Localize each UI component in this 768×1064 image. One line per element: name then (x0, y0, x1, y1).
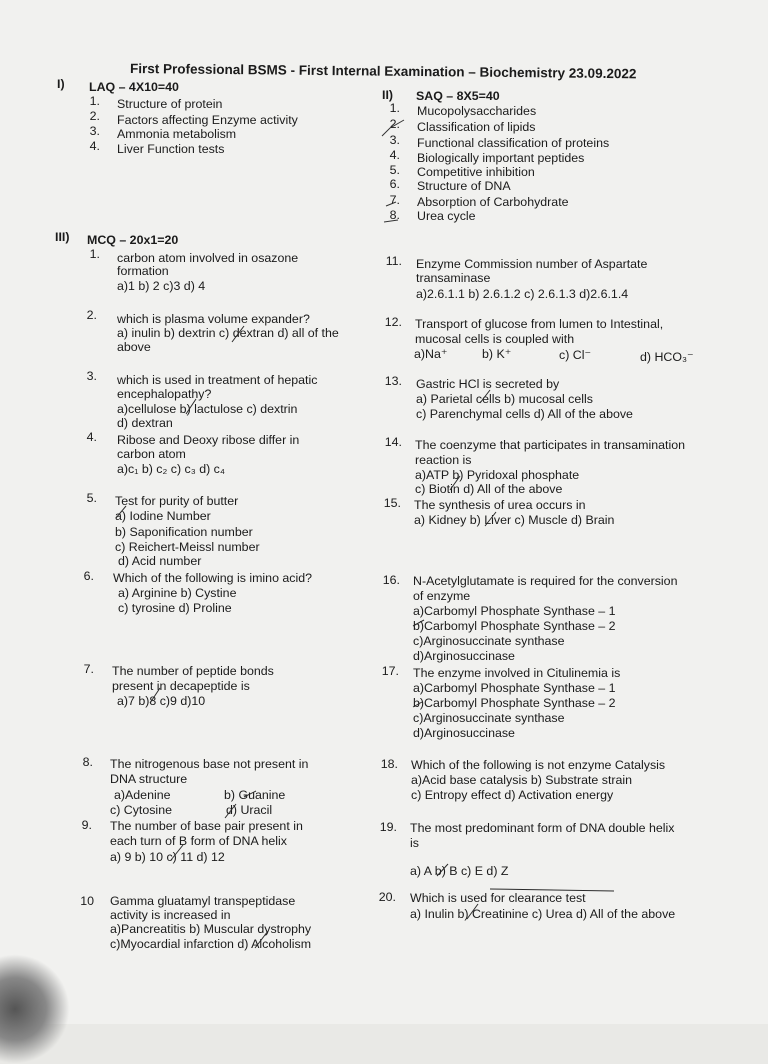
mcq-7-number: 7. (83, 662, 94, 676)
mcq-14-line-1: The coenzyme that participates in transamination (415, 438, 685, 452)
mcq-5-option-d: d) Acid number (118, 554, 202, 568)
mcq-8-number: 8. (82, 755, 93, 769)
mcq-9-line-2: each turn of B form of DNA helix (110, 834, 287, 848)
mcq-18-line-2: a)Acid base catalysis b) Substrate strain (411, 773, 633, 787)
mcq-10-line-1: Gamma gluatamyl transpeptidase (110, 894, 296, 908)
mcq-4-line-2: carbon atom (117, 447, 186, 461)
mcq-11-line-2: transaminase (416, 271, 491, 285)
mcq-15-number: 15. (383, 496, 401, 510)
mcq-4-options: a)c₁ b) c₂ c) c₃ d) c₄ (117, 462, 225, 476)
saq-1-text: Mucopolysaccharides (417, 104, 537, 118)
mcq-11-options: a)2.6.1.1 b) 2.6.1.2 c) 2.6.1.3 d)2.6.1.4 (416, 287, 629, 301)
laq-1-text: Structure of protein (117, 97, 223, 111)
mcq-6-number: 6. (83, 569, 94, 583)
laq-3-number: 3. (89, 124, 100, 138)
mcq-5-option-a: a) Iodine Number (115, 509, 211, 523)
mcq-17-option-b: b)Carbomyl Phosphate Synthase – 2 (413, 696, 616, 710)
mcq-16-option-d: d)Arginosuccinase (413, 649, 515, 663)
mcq-1-number: 1. (89, 247, 100, 261)
mcq-2-line-3: above (117, 340, 151, 354)
section-3-title: MCQ – 20x1=20 (87, 233, 179, 247)
saq-5-number: 5. (389, 163, 400, 177)
mcq-10-line-4: c)Myocardial infarction d) Alcoholism (110, 937, 312, 951)
mcq-20-line-1: Which is used for clearance test (410, 891, 586, 905)
section-1-title: LAQ – 4X10=40 (89, 80, 179, 94)
mcq-12-number: 12. (384, 315, 402, 329)
mcq-12-line-1: Transport of glucose from lumen to Intestinal, (415, 317, 664, 331)
mcq-14-line-2: reaction is (415, 453, 472, 467)
mcq-15-line-1: The synthesis of urea occurs in (414, 498, 586, 512)
mcq-3-line-3: a)cellulose b) lactulose c) dextrin (117, 402, 298, 416)
mcq-11-line-1: Enzyme Commission number of Aspartate (416, 257, 648, 271)
laq-3-text: Ammonia metabolism (117, 127, 237, 141)
mcq-13-line-2: a) Parietal cells b) mucosal cells (416, 392, 593, 406)
section-2-title: SAQ – 8X5=40 (416, 89, 500, 103)
mcq-16-option-c: c)Arginosuccinate synthase (413, 634, 565, 648)
section-2-roman: II) (382, 88, 394, 102)
mcq-5-number: 5. (86, 491, 97, 505)
mcq-1-line-1: carbon atom involved in osazone (117, 251, 299, 265)
mcq-18-number: 18. (380, 757, 398, 771)
mcq-8-option-d: d) Uracil (226, 803, 273, 817)
mcq-10-line-2: activity is increased in (110, 908, 231, 922)
mcq-9-line-1: The number of base pair present in (110, 819, 303, 833)
section-1-roman: I) (57, 77, 65, 91)
mcq-7-options: a)7 b)8 c)9 d)10 (117, 694, 206, 708)
mcq-9-options: a) 9 b) 10 c) 11 d) 12 (110, 850, 225, 864)
laq-4-text: Liver Function tests (117, 142, 225, 156)
saq-8-text: Urea cycle (417, 209, 476, 223)
mcq-17-option-c: c)Arginosuccinate synthase (413, 711, 565, 725)
mcq-6-line-2: a) Arginine b) Cystine (118, 586, 237, 600)
mcq-8-option-b: b) Guanine (224, 788, 286, 802)
mcq-2-line-2: a) inulin b) dextrin c) dextran d) all of the (117, 326, 339, 340)
mcq-7-line-2: present in decapeptide is (112, 679, 250, 693)
mcq-20-number: 20. (378, 890, 396, 904)
saq-5-text: Competitive inhibition (417, 165, 535, 179)
saq-4-text: Biologically important peptides (417, 151, 585, 165)
mcq-13-number: 13. (384, 374, 402, 388)
mcq-9-number: 9. (81, 818, 92, 832)
mcq-1-line-2: formation (117, 264, 169, 278)
mcq-8-line-2: DNA structure (110, 772, 188, 786)
saq-1-number: 1. (389, 101, 400, 115)
mcq-17-line-1: The enzyme involved in Citulinemia is (413, 666, 621, 680)
mcq-15-options: a) Kidney b) Liver c) Muscle d) Brain (414, 513, 615, 527)
mcq-17-number: 17. (381, 664, 399, 678)
saq-7-text: Absorption of Carbohydrate (417, 195, 569, 209)
mcq-10-line-3: a)Pancreatitis b) Muscular dystrophy (110, 922, 312, 936)
mcq-19-line-2: is (410, 836, 419, 850)
mcq-12-line-2: mucosal cells is coupled with (415, 332, 575, 346)
mcq-17-option-a: a)Carbomyl Phosphate Synthase – 1 (413, 681, 616, 695)
mcq-16-line-1: N-Acetylglutamate is required for the conversion (413, 574, 678, 588)
mcq-8-line-1: The nitrogenous base not present in (110, 757, 309, 771)
mcq-4-number: 4. (86, 430, 97, 444)
saq-8-number: 8. (389, 208, 400, 222)
saq-3-number: 3. (389, 133, 400, 147)
mcq-16-line-2: of enzyme (413, 589, 471, 603)
saq-4-number: 4. (389, 148, 400, 162)
mcq-18-line-1: Which of the following is not enzyme Catalysis (411, 758, 666, 772)
saq-2-text: Classification of lipids (417, 120, 536, 134)
mcq-16-option-b: b)Carbomyl Phosphate Synthase – 2 (413, 619, 616, 633)
mcq-11-number: 11. (385, 254, 402, 268)
mcq-14-line-4: c) Biotin d) All of the above (415, 482, 563, 496)
mcq-5-option-b: b) Saponification number (115, 525, 253, 539)
mcq-8-option-a: a)Adenine (114, 788, 171, 802)
mcq-10-number: 10 (80, 894, 94, 908)
saq-2-number: 2. (389, 117, 400, 131)
mcq-5-option-c: c) Reichert-Meissl number (115, 540, 260, 554)
mcq-12-option-a: a)Na⁺ (414, 347, 448, 361)
mcq-12-option-d: d) HCO₃⁻ (640, 350, 694, 364)
mcq-7-line-1: The number of peptide bonds (112, 664, 274, 678)
mcq-13-line-3: c) Parenchymal cells d) All of the above (416, 407, 633, 421)
saq-6-text: Structure of DNA (417, 179, 511, 193)
mcq-3-line-4: d) dextran (117, 416, 173, 430)
mcq-6-line-3: c) tyrosine d) Proline (118, 601, 232, 615)
laq-4-number: 4. (89, 139, 100, 153)
mcq-18-line-3: c) Entropy effect d) Activation energy (411, 788, 614, 802)
mcq-14-line-3: a)ATP b) Pyridoxal phosphate (415, 468, 580, 482)
mcq-19-number: 19. (379, 820, 397, 834)
mcq-16-option-a: a)Carbomyl Phosphate Synthase – 1 (413, 604, 616, 618)
mcq-12-option-b: b) K⁺ (482, 347, 512, 361)
mcq-12-option-c: c) Cl⁻ (559, 348, 592, 362)
mcq-5-line-1: Test for purity of butter (115, 494, 239, 508)
mcq-3-number: 3. (86, 369, 97, 383)
mcq-14-number: 14. (384, 435, 402, 449)
mcq-2-number: 2. (86, 308, 97, 322)
laq-2-number: 2. (89, 109, 100, 123)
laq-2-text: Factors affecting Enzyme activity (117, 113, 298, 127)
mcq-2-line-1: which is plasma volume expander? (117, 312, 310, 326)
mcq-3-line-1: which is used in treatment of hepatic (117, 373, 318, 387)
mcq-17-option-d: d)Arginosuccinase (413, 726, 515, 740)
exam-title: First Professional BSMS - First Internal Examination – Biochemistry 23.09.2022 (129, 61, 637, 82)
saq-6-number: 6. (389, 177, 400, 191)
mcq-16-number: 16. (382, 573, 400, 587)
section-3-roman: III) (55, 230, 70, 244)
saq-7-number: 7. (389, 193, 400, 207)
mcq-6-line-1: Which of the following is imino acid? (113, 571, 313, 585)
saq-3-text: Functional classification of proteins (417, 136, 610, 150)
mcq-20-options: a) Inulin b) Creatinine c) Urea d) All of the above (410, 907, 676, 921)
mcq-3-line-2: encephalopathy? (117, 387, 212, 401)
mcq-1-options: a)1 b) 2 c)3 d) 4 (117, 279, 206, 293)
mcq-4-line-1: Ribose and Deoxy ribose differ in (117, 433, 300, 447)
mcq-13-line-1: Gastric HCl is secreted by (416, 377, 560, 391)
mcq-8-option-c: c) Cytosine (110, 803, 172, 817)
mcq-19-options: a) A b) B c) E d) Z (410, 864, 509, 878)
mcq-19-line-1: The most predominant form of DNA double helix (410, 821, 675, 835)
laq-1-number: 1. (89, 94, 100, 108)
